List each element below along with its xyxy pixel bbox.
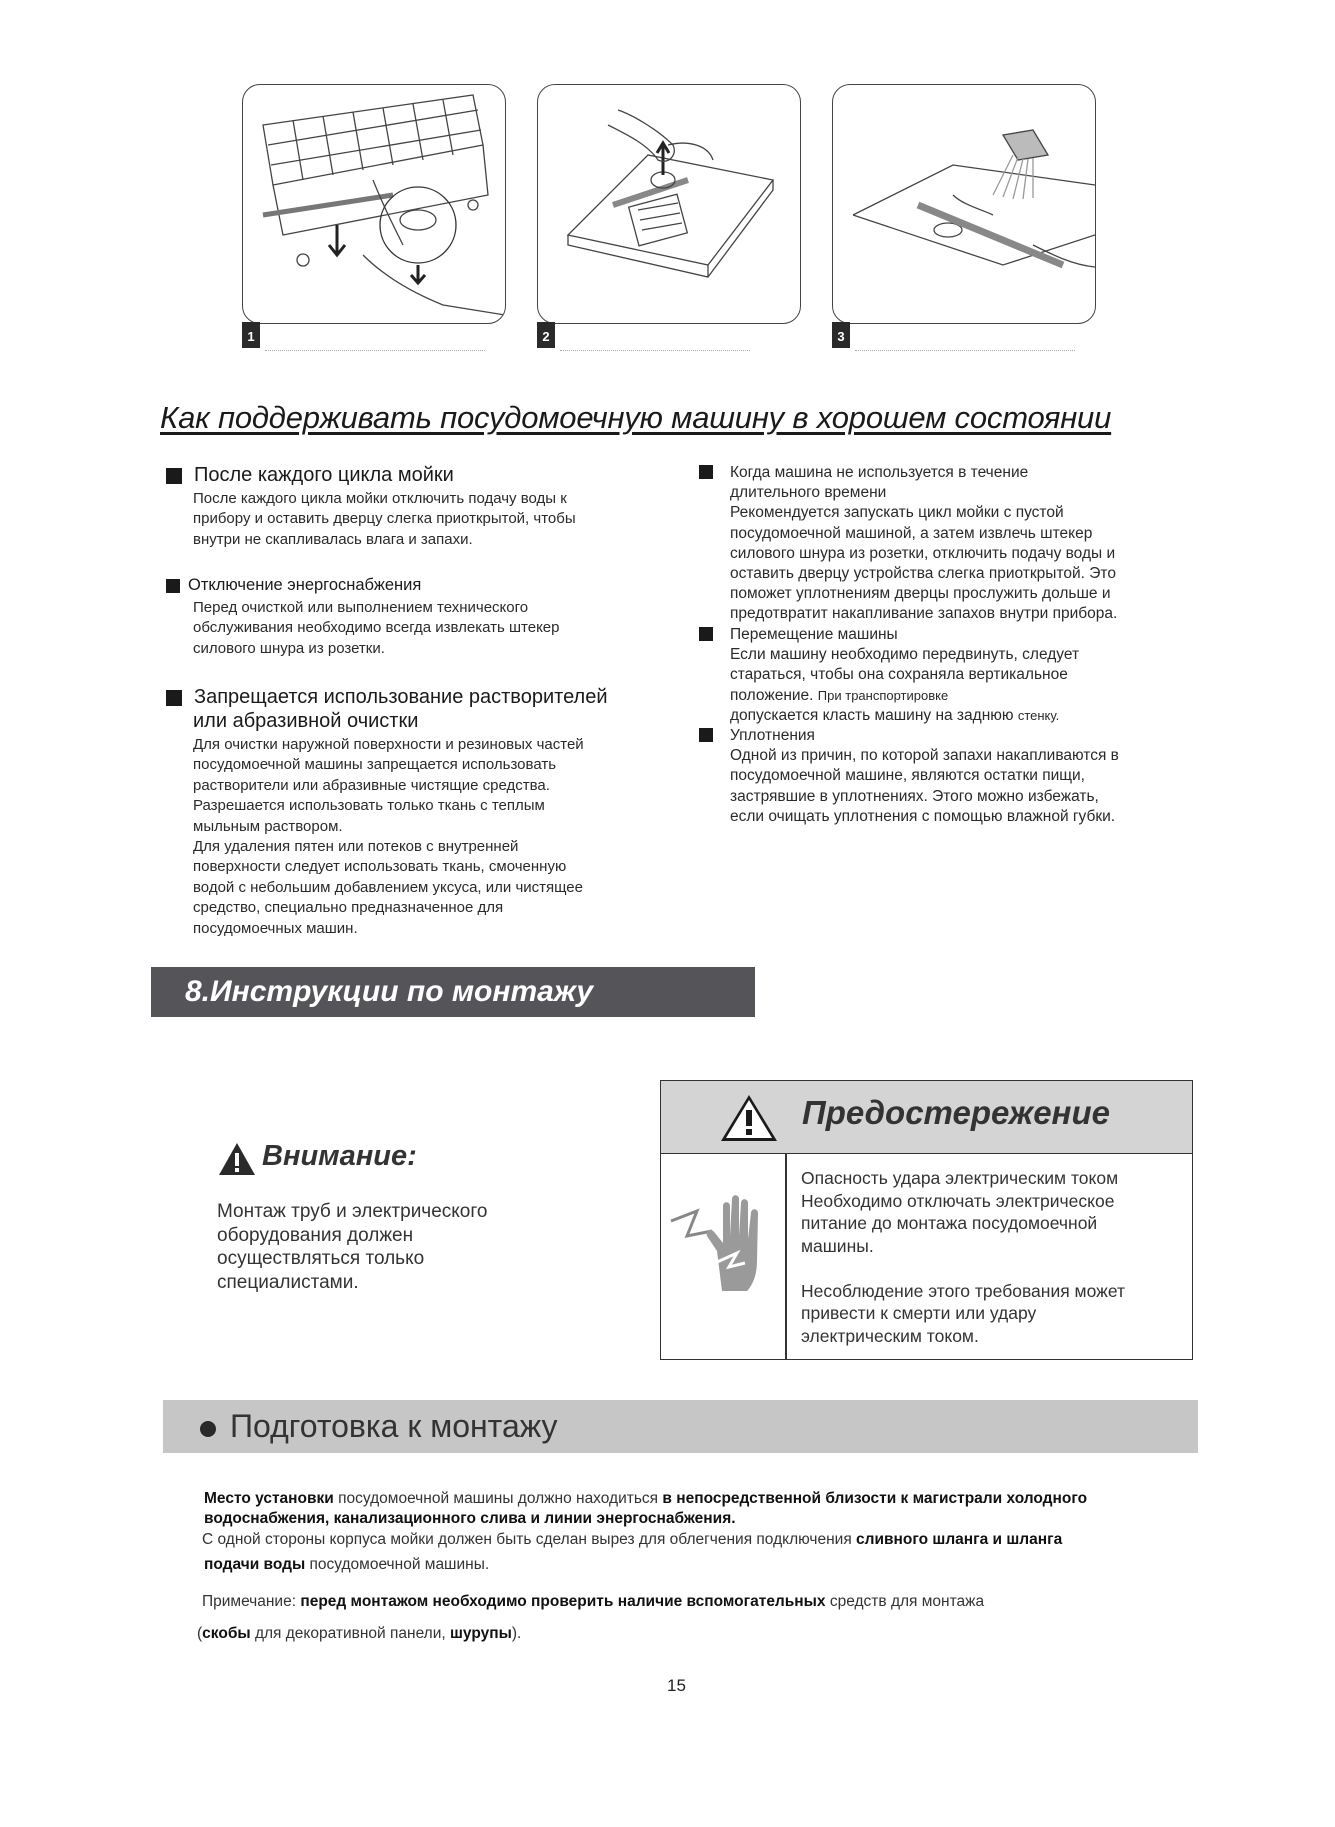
step-number-3: 3 bbox=[832, 322, 850, 348]
attention-title: Внимание: bbox=[262, 1140, 417, 1172]
preparation-note: Примечание: перед монтажом необходимо проверить наличие вспомогательных средств для монтажа bbox=[202, 1593, 985, 1610]
preparation-heading-bar bbox=[163, 1400, 1198, 1453]
attention-text: Монтаж труб и электрического оборудования должен осуществляться только специалистами. bbox=[217, 1201, 488, 1293]
warning-text: Опасность удара электрическим током Необходимо отключать электрическое питание до монтажа посудомоечной машины. Несоблюдение этого требования может привести к смерти или удару электрическим током. bbox=[801, 1168, 1125, 1346]
warning-triangle-icon bbox=[720, 1094, 778, 1142]
left-section-3-heading-cont: или абразивной очистки bbox=[193, 710, 419, 732]
warning-header bbox=[661, 1081, 1192, 1154]
left-section-3-body: Для очистки наружной поверхности и резиновых частей посудомоечной машины запрещается использовать растворители или абразивные чистящие средства. Разрешается использовать только ткань с теплым мыльным раствором. Для удаления пятен или потеков с внутренней поверхности следует использовать ткань, смоченную водой с небольшим добавлением уксуса, или чистящее средство, специально предназначенное для посудомоечных машин. bbox=[193, 736, 584, 937]
electric-shock-hand-icon bbox=[667, 1191, 779, 1301]
bullet-square-icon bbox=[699, 728, 713, 742]
bullet-square-icon bbox=[166, 468, 182, 484]
caption-dots bbox=[265, 350, 485, 353]
left-section-1-body: После каждого цикла мойки отключить подачу воды к прибору и оставить дверцу слегка приоткрытой, чтобы внутри не скапливалась влага и запахи. bbox=[193, 490, 576, 548]
step-number-2: 2 bbox=[537, 322, 555, 348]
warning-box bbox=[660, 1080, 1193, 1360]
page-number: 15 bbox=[667, 1676, 686, 1695]
preparation-line-2: водоснабжения, канализационного слива и линии энергоснабжения. bbox=[204, 1510, 736, 1527]
left-section-3-heading: Запрещается использование растворителей bbox=[166, 685, 608, 709]
preparation-line-4: подачи воды посудомоечной машины. bbox=[204, 1556, 490, 1573]
right-section-2: Перемещение машины Если машину необходимо передвинуть, следует стараться, чтобы она сохраняла вертикальное положение. При транспортировке допускается класть машину на заднюю стенку. bbox=[730, 625, 1079, 726]
bullet-square-icon bbox=[699, 627, 713, 641]
chapter-heading: 8.Инструкции по монтажу bbox=[151, 967, 755, 1017]
bullet-square-icon bbox=[699, 465, 713, 479]
left-section-1-heading: После каждого цикла мойки bbox=[166, 463, 454, 487]
left-section-2-heading: Отключение энергоснабжения bbox=[166, 575, 421, 595]
warning-triangle-icon bbox=[218, 1142, 256, 1176]
bullet-dot-icon bbox=[200, 1421, 216, 1437]
spray-arm-rinsing-illustration bbox=[833, 85, 1095, 323]
preparation-line-3: С одной стороны корпуса мойки должен быть сделан вырез для облегчения подключения сливного шланга и шланга bbox=[202, 1531, 1063, 1548]
right-section-1: Когда машина не используется в течение длительного времени Рекомендуется запускать цикл мойки с пустой посудомоечной машиной, а затем извлечь штекер силового шнура из розетки, отключить подачу воды и оставить дверцу устройства слегка приоткрытой. Это поможет уплотнениям дверцы прослужить дольше и предотвратит накапливание запахов внутри прибора. bbox=[730, 463, 1117, 625]
step-number-1: 1 bbox=[242, 322, 260, 348]
dishwasher-basket-spray-arm-removal-illustration bbox=[243, 85, 505, 323]
right-section-3: Уплотнения Одной из причин, по которой запахи накапливаются в посудомоечной машине, являются остатки пищи, застрявшие в уплотнениях. Этого можно избежать, если очищать уплотнения с помощью влажной губки. bbox=[730, 726, 1119, 827]
warning-title: Предостережение bbox=[802, 1094, 1110, 1131]
left-section-2-body: Перед очисткой или выполнением технического обслуживания необходимо всегда извлекать штекер силового шнура из розетки. bbox=[193, 599, 560, 657]
illustration-step-1 bbox=[242, 84, 506, 324]
dishwasher-filter-removal-illustration bbox=[538, 85, 800, 323]
illustration-step-2 bbox=[537, 84, 801, 324]
section-title: Как поддерживать посудомоечную машину в хорошем состоянии bbox=[160, 400, 1112, 435]
caption-dots bbox=[560, 350, 750, 353]
preparation-title: Подготовка к монтажу bbox=[230, 1408, 558, 1444]
illustration-step-3 bbox=[832, 84, 1096, 324]
bullet-square-icon bbox=[166, 579, 180, 593]
preparation-note-items: (скобы для декоративной панели, шурупы). bbox=[197, 1625, 522, 1642]
preparation-line-1: Место установки посудомоечной машины должно находиться в непосредственной близости к магистрали холодного bbox=[204, 1490, 1088, 1507]
caption-dots bbox=[855, 350, 1075, 353]
warning-divider bbox=[785, 1153, 787, 1359]
bullet-square-icon bbox=[166, 690, 182, 706]
